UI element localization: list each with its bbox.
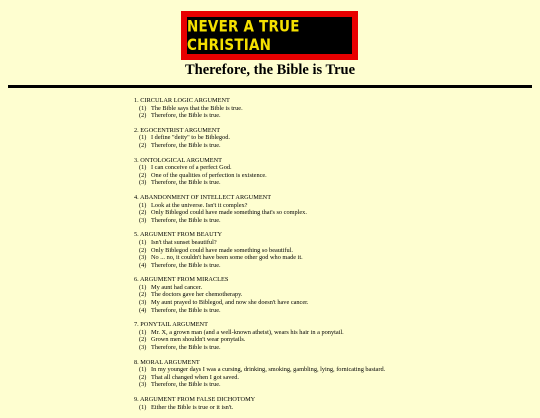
step-number: (4) xyxy=(139,306,147,314)
step-text: Therefore, the Bible is true. xyxy=(151,141,221,149)
argument-step xyxy=(134,344,534,352)
step-number: (2) xyxy=(139,336,147,344)
site-logo-banner xyxy=(181,11,358,60)
argument-step xyxy=(134,254,534,262)
argument-section xyxy=(134,359,534,389)
argument-step xyxy=(134,247,534,255)
step-text: Grown men shouldn't wear ponytails. xyxy=(151,336,246,344)
argument-heading: 8. MORAL ARGUMENT xyxy=(134,358,200,366)
argument-step xyxy=(134,336,534,344)
argument-step xyxy=(134,164,534,172)
step-text: Therefore, the Bible is true. xyxy=(151,216,221,224)
step-text: Either the Bible is true or it isn't. xyxy=(151,403,234,411)
argument-step xyxy=(134,262,534,270)
step-text: The Bible says that the Bible is true. xyxy=(151,104,243,112)
argument-section xyxy=(134,276,534,314)
horizontal-divider xyxy=(8,85,532,88)
step-number: (3) xyxy=(139,299,147,307)
argument-step xyxy=(134,172,534,180)
step-text: I can conceive of a perfect God. xyxy=(151,164,232,172)
argument-heading: 6. ARGUMENT FROM MIRACLES xyxy=(134,276,229,284)
step-number: (2) xyxy=(139,291,147,299)
step-text: Therefore, the Bible is true. xyxy=(151,344,221,352)
argument-step xyxy=(134,217,534,225)
step-text: Look at the universe. Isn't it complex? xyxy=(151,201,248,209)
argument-section xyxy=(134,396,534,411)
step-text: Therefore, the Bible is true. xyxy=(151,306,221,314)
step-number: (2) xyxy=(139,246,147,254)
step-text: I define "deity" to be Biblegod. xyxy=(151,134,230,142)
step-text: Isn't that sunset beautiful? xyxy=(151,238,217,246)
argument-step xyxy=(134,134,534,142)
argument-step xyxy=(134,307,534,315)
argument-step xyxy=(134,329,534,337)
step-text: My aunt prayed to Biblegod, and now she doesn't have cancer. xyxy=(151,299,309,307)
step-number: (1) xyxy=(139,164,147,172)
argument-step xyxy=(134,374,534,382)
argument-section xyxy=(134,97,534,120)
argument-section xyxy=(134,157,534,187)
page-title: Therefore, the Bible is True xyxy=(184,62,356,78)
argument-heading: 1. CIRCULAR LOGIC ARGUMENT xyxy=(134,97,230,104)
step-text: That all changed when I got saved. xyxy=(151,373,239,381)
step-number: (1) xyxy=(139,328,147,336)
step-text: The doctors gave her chemotherapy. xyxy=(151,291,243,299)
step-text: My aunt had cancer. xyxy=(151,283,203,291)
argument-step xyxy=(134,105,534,113)
step-number: (2) xyxy=(139,373,147,381)
step-number: (3) xyxy=(139,216,147,224)
step-text: Mr. X, a grown man (and a well-known atheist), wears his hair in a ponytail. xyxy=(151,328,344,336)
argument-step xyxy=(134,366,534,374)
argument-section xyxy=(134,194,534,224)
argument-step xyxy=(134,284,534,292)
step-number: (3) xyxy=(139,381,147,389)
argument-step xyxy=(134,142,534,150)
argument-list xyxy=(134,97,534,418)
argument-section xyxy=(134,231,534,269)
step-number: (1) xyxy=(139,201,147,209)
step-number: (2) xyxy=(139,209,147,217)
step-text: In my younger days I was a cursing, drinking, smoking, gambling, lying, fornicating bastard. xyxy=(151,366,386,374)
argument-section xyxy=(134,321,534,351)
step-number: (2) xyxy=(139,171,147,179)
step-text: Therefore, the Bible is true. xyxy=(151,112,221,120)
step-text: Therefore, the Bible is true. xyxy=(151,179,221,187)
argument-heading: 7. PONYTAIL ARGUMENT xyxy=(134,321,208,329)
step-number: (1) xyxy=(139,104,147,112)
site-logo-inner xyxy=(187,17,352,54)
argument-step xyxy=(134,112,534,120)
step-number: (3) xyxy=(139,344,147,352)
argument-step xyxy=(134,299,534,307)
step-text: Therefore, the Bible is true. xyxy=(151,261,221,269)
argument-step xyxy=(134,209,534,217)
step-text: Only Biblegod could have made something that's so complex. xyxy=(151,209,307,217)
argument-section xyxy=(134,127,534,150)
step-number: (1) xyxy=(139,403,147,411)
step-number: (2) xyxy=(139,112,147,120)
argument-heading: 2. EGOCENTRIST ARGUMENT xyxy=(134,126,221,134)
argument-heading: 5. ARGUMENT FROM BEAUTY xyxy=(134,231,223,239)
argument-step xyxy=(134,202,534,210)
step-number: (3) xyxy=(139,179,147,187)
argument-heading: 3. ONTOLOGICAL ARGUMENT xyxy=(134,156,222,164)
argument-heading: 9. ARGUMENT FROM FALSE DICHOTOMY xyxy=(134,396,256,403)
step-text: Therefore, the Bible is true. xyxy=(151,381,221,389)
step-text: No ... no, it couldn't have been some other god who made it. xyxy=(151,254,303,262)
argument-step xyxy=(134,239,534,247)
step-number: (1) xyxy=(139,238,147,246)
argument-step xyxy=(134,291,534,299)
step-number: (3) xyxy=(139,254,147,262)
argument-heading: 4. ABANDONMENT OF INTELLECT ARGUMENT xyxy=(134,193,272,201)
site-logo-text: NEVER A TRUE CHRISTIAN xyxy=(187,17,300,54)
step-number: (2) xyxy=(139,141,147,149)
step-number: (4) xyxy=(139,261,147,269)
step-number: (1) xyxy=(139,283,147,291)
step-text: One of the qualities of perfection is existence. xyxy=(151,171,267,179)
argument-step xyxy=(134,179,534,187)
argument-step xyxy=(134,381,534,389)
step-text: Only Biblegod could have made something so beautiful. xyxy=(151,246,294,254)
step-number: (1) xyxy=(139,134,147,142)
step-number: (1) xyxy=(139,366,147,374)
